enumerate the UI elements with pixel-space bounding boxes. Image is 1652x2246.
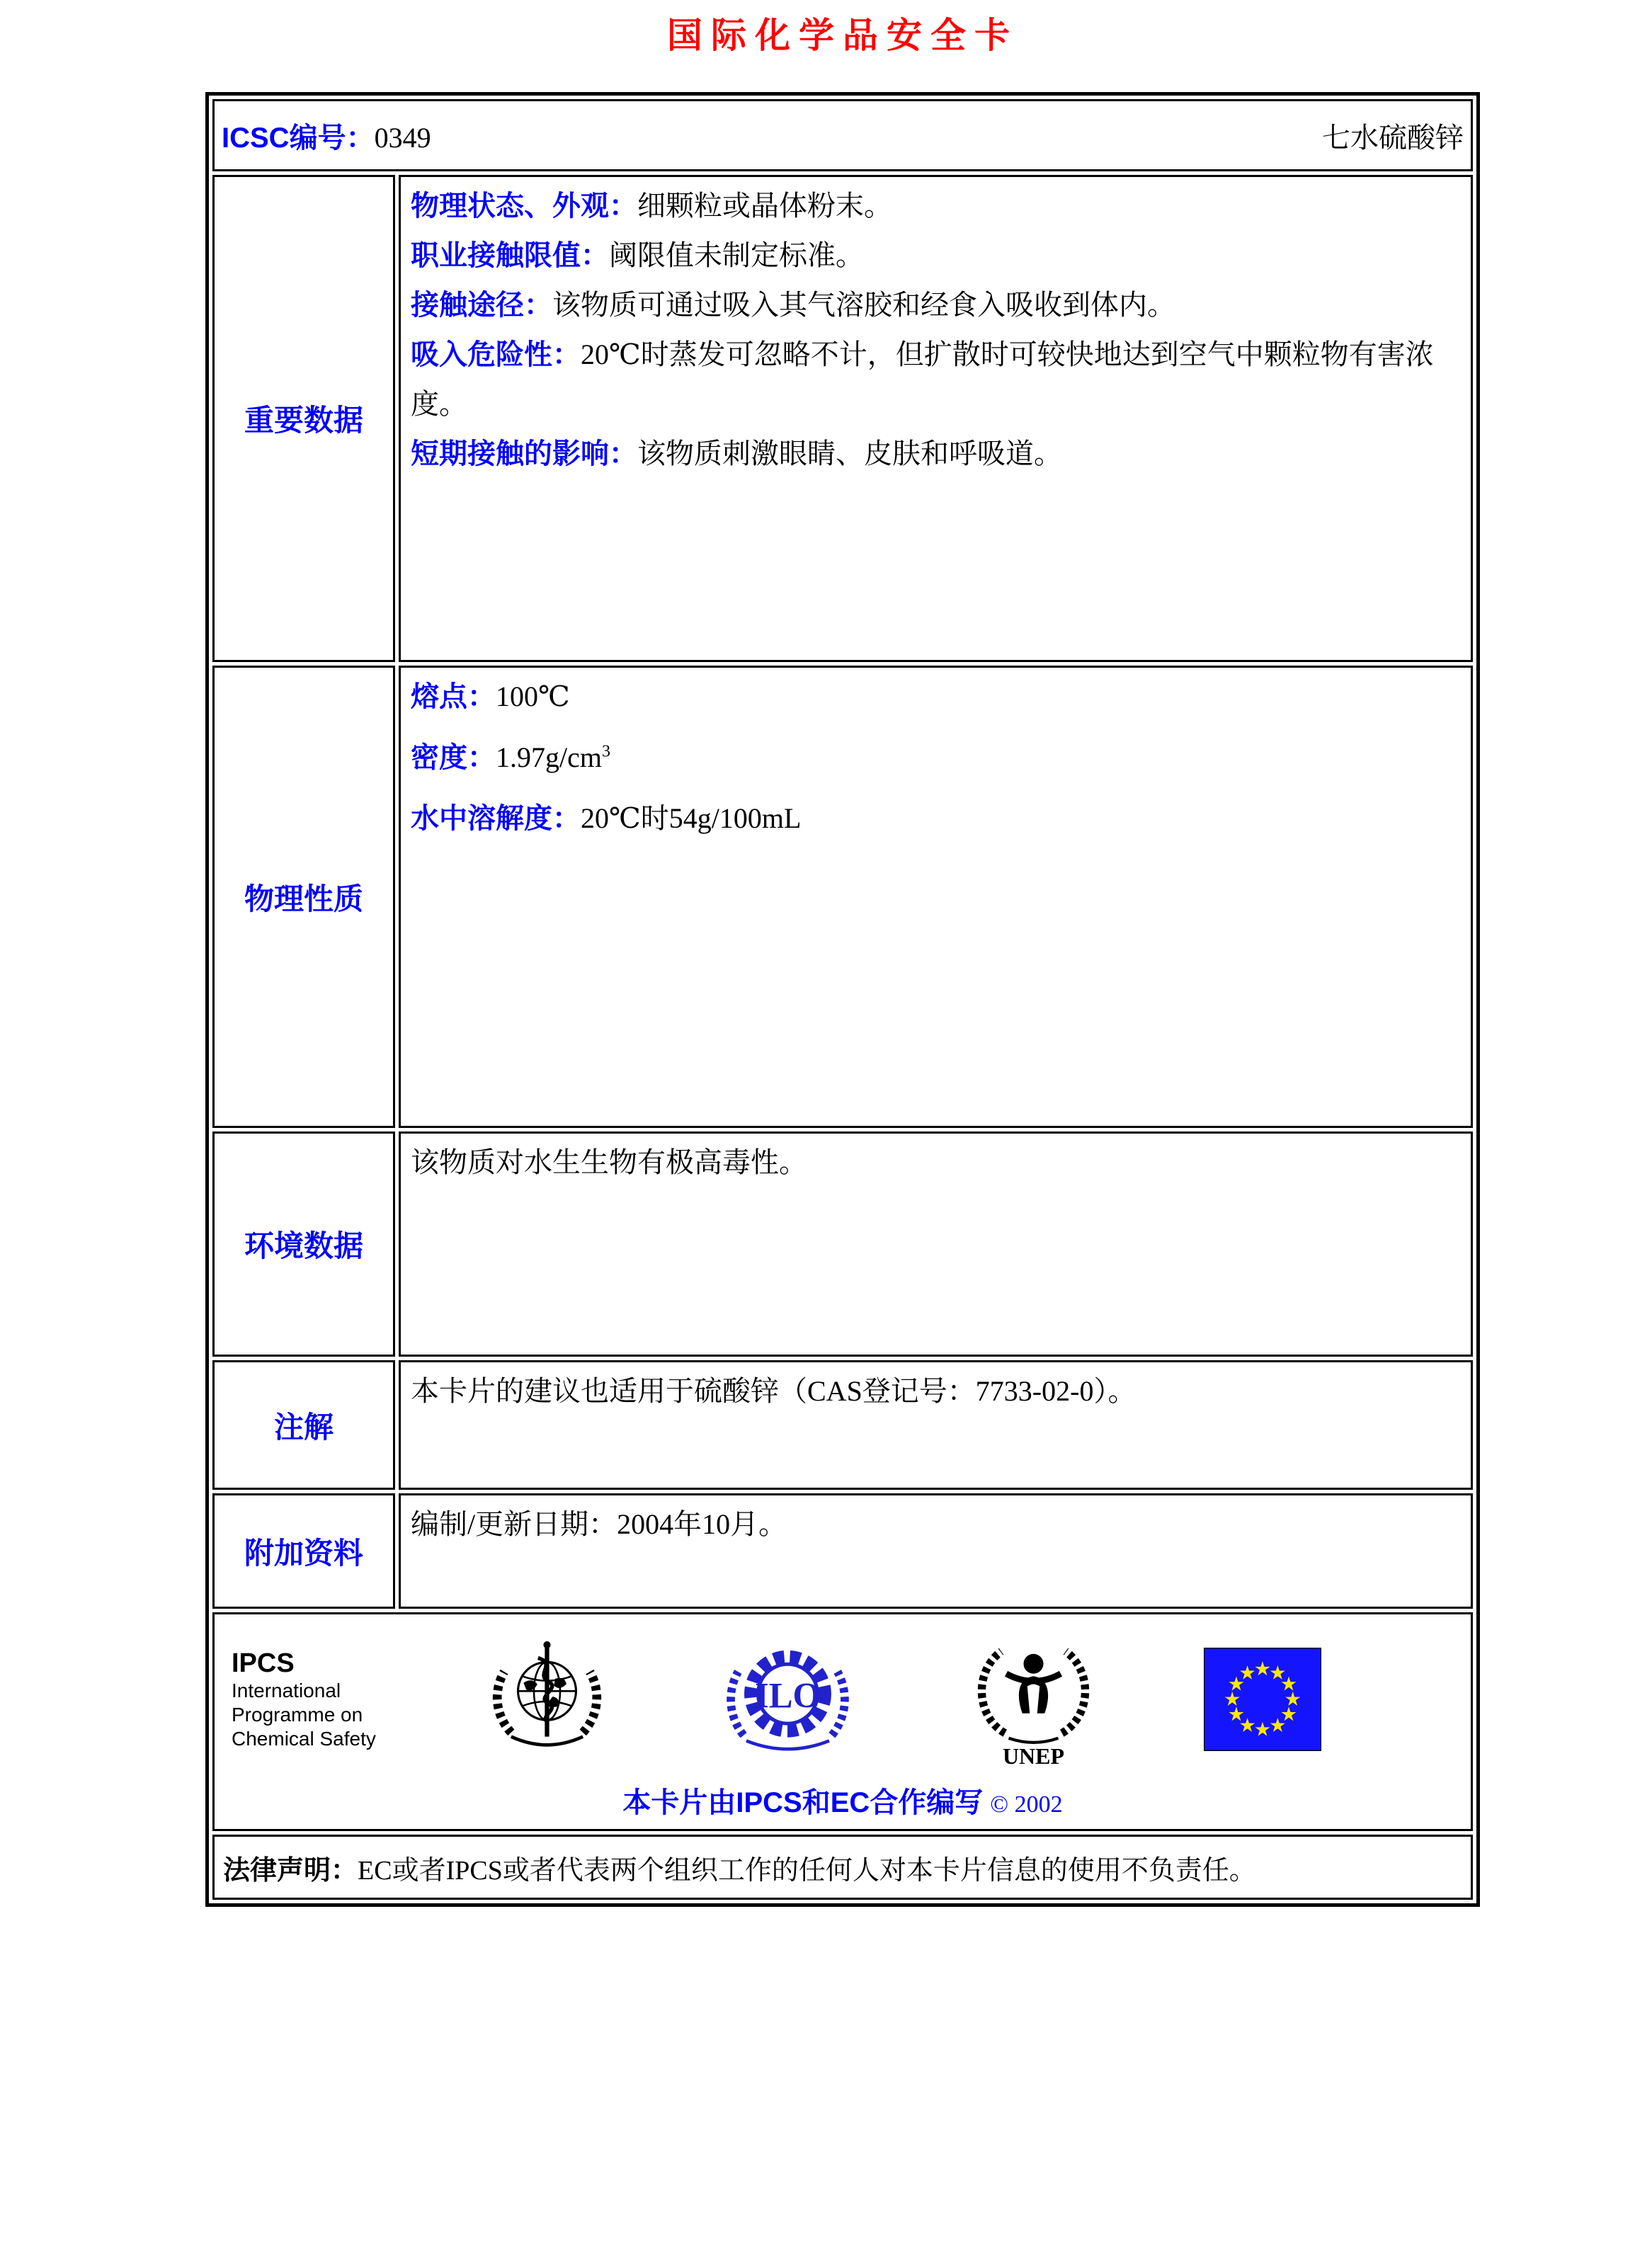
notes-row [212,1360,1473,1490]
item-label: 职业接触限值： [411,240,609,271]
important-data-item [411,280,1461,330]
item-text: 20℃时蒸发可忽略不计，但扩散时可较快地达到空气中颗粒物有害浓度。 [411,338,1434,420]
important-data-content [399,175,1473,662]
item-label: 密度： [411,742,496,773]
legal-text: EC或者IPCS或者代表两个组织工作的任何人对本卡片信息的使用不负责任。 [358,1855,1256,1886]
notes-content: 本卡片的建议也适用于硫酸锌（CAS登记号：7733-02-0）。 [399,1360,1473,1490]
icsc-number-value: 0349 [374,121,431,154]
header-row [212,99,1473,171]
physical-property-item [411,672,1461,722]
unep-logo [972,1631,1095,1768]
row-label-additional-info: 附加资料 [212,1493,395,1609]
important-data-item [411,181,1461,231]
physical-property-item [411,733,1461,782]
ipcs-line: Programme on [232,1704,363,1726]
ipcs-abbr: IPCS [232,1648,295,1678]
physical-properties-content [399,666,1473,1128]
row-label-notes: 注解 [212,1360,395,1490]
physical-property-item [411,794,1461,843]
ilo-logo [719,1629,857,1770]
item-text: 100℃ [496,680,570,712]
ipcs-line: Chemical Safety [232,1728,376,1750]
additional-info-row [212,1493,1473,1609]
legal-label: 法律声明： [223,1855,358,1886]
additional-info-content: 编制/更新日期：2004年10月。 [399,1493,1473,1609]
legal-row [212,1835,1473,1900]
logos-row [212,1612,1473,1831]
header-cell [212,99,1473,171]
copyright-text: © 2002 [990,1791,1063,1818]
ipcs-line: International [232,1680,341,1701]
logo-strip [215,1624,1471,1774]
important-data-item [411,231,1461,280]
chemical-name: 七水硫酸锌 [1322,121,1464,154]
page-title: 国际化学品安全卡 [667,16,1018,55]
row-label-environmental-data: 环境数据 [212,1131,395,1357]
row-label-physical-properties: 物理性质 [212,666,395,1128]
important-data-item [411,429,1461,479]
who-logo [478,1629,616,1770]
item-label: 物理状态、外观： [411,190,637,222]
environmental-data-content: 该物质对水生生物有极高毒性。 [399,1131,1473,1357]
ipcs-text-block [215,1648,416,1751]
item-label: 吸入危险性： [411,339,581,370]
ilo-letters: ILO [755,1675,821,1716]
important-data-row [212,175,1473,662]
unep-letters: UNEP [1002,1743,1065,1769]
important-data-item [411,330,1461,429]
item-text: 20℃时54g/100mL [581,802,802,834]
item-text: 阈限值未制定标准。 [609,239,864,271]
icsc-card-table [205,92,1480,1907]
logos-cell [212,1612,1473,1831]
item-label: 熔点： [411,681,496,712]
item-text: 该物质刺激眼睛、皮肤和呼吸道。 [637,438,1062,469]
item-text: 细颗粒或晶体粉末。 [637,190,892,222]
row-label-important-data: 重要数据 [212,175,395,662]
item-text: 1.97g/cm [496,741,602,773]
caption-text: 本卡片由IPCS和EC合作编写 [622,1787,984,1818]
cooperation-caption [215,1780,1471,1820]
icsc-number-label: ICSC编号： [222,122,375,154]
eu-flag-icon [1204,1648,1321,1751]
environmental-data-row [212,1131,1473,1357]
legal-cell [212,1835,1473,1900]
item-label: 水中溶解度： [411,803,581,834]
item-label: 接触途径： [411,290,552,321]
item-label: 短期接触的影响： [411,438,637,469]
physical-properties-row [212,666,1473,1128]
item-superscript: 3 [601,742,610,761]
item-text: 该物质可通过吸入其气溶胶和经食入吸收到体内。 [552,289,1175,321]
